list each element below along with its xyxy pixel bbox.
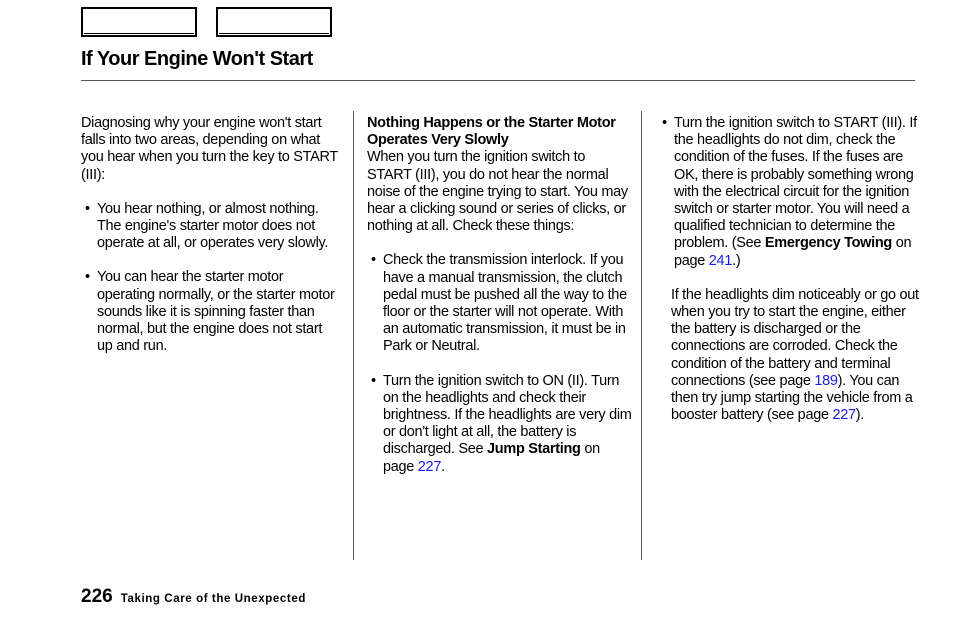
bullet-hear-nothing <box>81 201 341 253</box>
headlights-dim-paragraph <box>658 287 920 425</box>
bullet-dot: • <box>85 200 90 217</box>
bullet-text: Turn the ignition switch to START (III). If the headlights do not dim, check the condition of the fuses. If the fuses are OK, there is probably something wrong with the electrical circuit for the ignition switch or starter motor. You will need a qualified technician to determine the problem. (See <box>674 115 917 252</box>
bullet-dot: • <box>662 115 667 131</box>
page-title: If Your Engine Won't Start <box>81 48 313 70</box>
punctuation: . <box>441 458 445 475</box>
column-divider-1 <box>353 111 354 560</box>
page-link-227[interactable]: 227 <box>832 407 856 424</box>
page-link-227[interactable]: 227 <box>417 458 442 475</box>
column-divider-2 <box>641 111 642 560</box>
column-1 <box>81 115 341 355</box>
jump-starting-ref: Jump Starting <box>487 441 581 458</box>
page-number: 226 <box>81 586 113 607</box>
emergency-towing-ref: Emergency Towing <box>764 235 892 252</box>
bullet-interlock <box>367 252 633 355</box>
paragraph-text: ). You can then try jump starting the vehicle from a booster battery (see page <box>671 372 913 424</box>
next-page-button[interactable] <box>216 7 332 37</box>
punctuation: .) <box>732 252 741 269</box>
on-page-text: on page <box>383 441 600 475</box>
title-rule <box>81 80 915 81</box>
heading-text: Nothing Happens or the Starter Motor Operates Very Slowly <box>367 115 616 149</box>
bullet-dot: • <box>371 252 376 269</box>
page-footer <box>81 586 306 608</box>
column-2 <box>367 115 633 476</box>
bullet-text: Check the transmission interlock. If you have a manual transmission, the clutch pedal must be pushed all the way to the floor or the starter will not operate. With an automatic transmission, it must be in Park or Neutral. <box>383 252 627 355</box>
paragraph-text: If the headlights dim noticeably or go out when you try to start the engine, either the battery is discharged or the connections are corroded. Check the condition of the battery and terminal connections (see page <box>671 286 919 389</box>
section-name: Taking Care of the Unexpected <box>120 593 306 605</box>
bullet-dot: • <box>85 269 90 286</box>
bullet-text: You hear nothing, or almost nothing. The engine's starter motor does not operate at all, or operates very slowly. <box>97 200 329 252</box>
previous-page-button[interactable] <box>81 7 197 37</box>
section-intro: When you turn the ignition switch to START (III), you do not hear the normal noise of the engine trying to start. You may hear a clicking sound or series of clicks, or nothing at all. Check these things: <box>367 149 628 235</box>
bullet-dot: • <box>371 372 376 389</box>
intro-paragraph: Diagnosing why your engine won't start falls into two areas, depending on what you hear when you turn the key to START (III): <box>81 115 338 183</box>
bullet-headlights <box>367 373 633 476</box>
punctuation: ). <box>855 407 865 424</box>
bullet-starter-normal <box>81 269 341 355</box>
column-3 <box>658 115 920 424</box>
on-page-text: on page <box>674 235 912 269</box>
bullet-start-switch <box>658 115 920 270</box>
page-link-241[interactable]: 241 <box>708 252 733 269</box>
section-heading <box>367 115 633 149</box>
bullet-text: Turn the ignition switch to ON (II). Turn on the headlights and check their brightness. If the headlights are very dim or don't light at all, the battery is discharged. See <box>383 372 632 458</box>
bullet-text: You can hear the starter motor operating normally, or the starter motor sounds like it is spinning faster than normal, but the engine does not start up and run. <box>97 269 335 355</box>
page-link-189[interactable]: 189 <box>814 372 838 389</box>
